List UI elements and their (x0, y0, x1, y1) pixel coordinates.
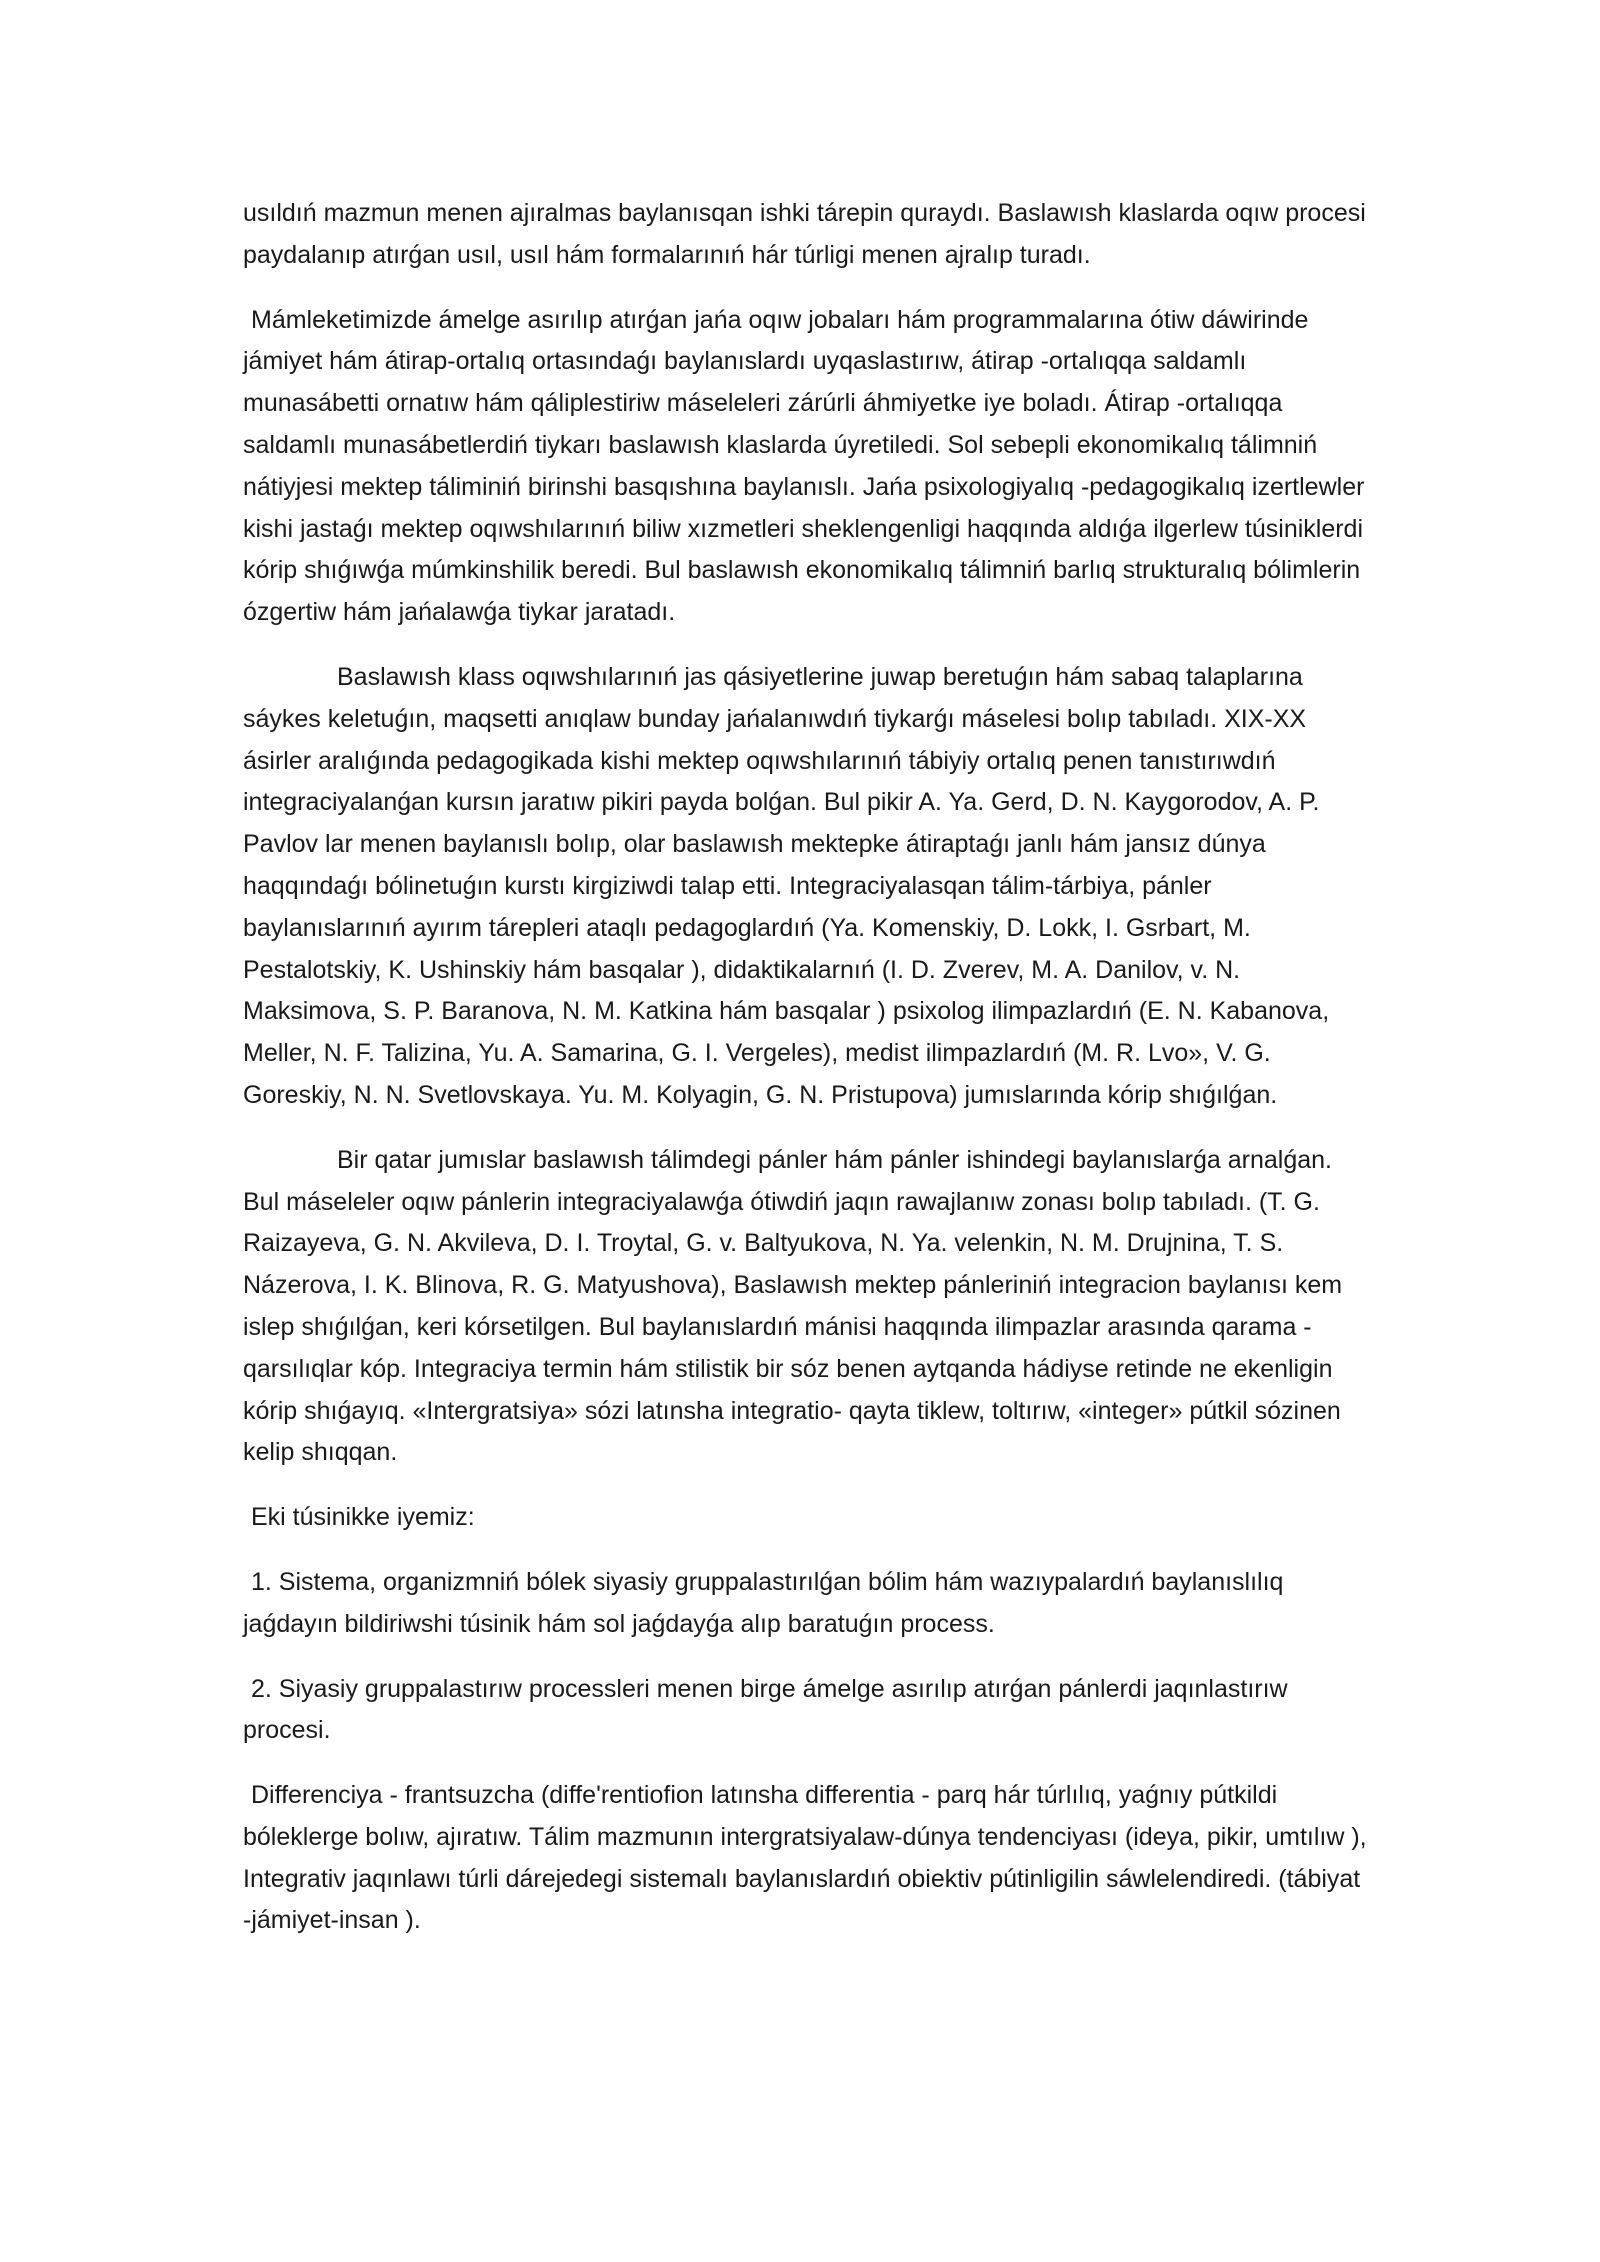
paragraph-4: Bir qatar jumıslar baslawısh tálimdegi pánler hám pánler ishindegi baylanıslarǵa arnalǵan. Bul máseleler oqıw pánlerin integraciyalawǵa ótiwdiń jaqın rawajlanıw zonası bolıp tabıladı. (T. G. Raizayeva, G. N. Akvileva, D. I. Troytal, G. v. Baltyukova, N. Ya. velenkin, N. M. Drujnina, T. S. Názerova, I. K. Blinova, R. G. Matyushova), Baslawısh mektep pánleriniń integracion baylanısı kem islep shıǵılǵan, keri kórsetilgen. Bul baylanıslardıń mánisi haqqında ilimpazlar arasında qarama -qarsılıqlar kóp. Integraciya termin hám stilistik bir sóz benen aytqanda hádiyse retinde ne ekenligin kórip shıǵayıq. «Intergratsiya» sózi latınsha integratio- qayta tiklew, toltırıw, «integer» pútkil sózinen kelip shıqqan. (243, 1145, 1343, 1467)
paragraph-3: Baslawısh klass oqıwshılarınıń jas qásiyetlerine juwap beretuǵın hám sabaq talaplarına sáykes keletuǵın, maqsetti anıqlaw bunday jańalanıwdıń tiykarǵı máselesi bolıp tabıladı. XIX-XX ásirler aralıǵında pedagogikada kishi mektep oqıwshılarınıń tábiyiy ortalıq penen tanıstırıwdıń integraciyalanǵan kursın jaratıw pikiri payda bolǵan. Bul pikir A. Ya. Gerd, D. N. Kaygorodov, A. P. Pavlov lar menen baylanıslı bolıp, olar baslawısh mektepke átiraptaǵı janlı hám jansız dúnya haqqındaǵı bólinetuǵın kurstı kirgiziwdi talap etti. Integraciyalasqan tálim-tárbiya, pánler baylanıslarınıń ayırım tárepleri ataqlı pedagoglardıń (Ya. Komenskiy, D. Lokk, I. Gsrbart, M. Pestalotskiy, K. Ushinskiy hám basqalar ), didaktikalarnıń (I. D. Zverev, M. A. Danilov, v. N. Maksimova, S. P. Baranova, N. M. Katkina hám basqalar ) psixolog ilimpazlardıń (E. N. Kabanova, Meller, N. F. Talizina, Yu. A. Samarina, G. I. Vergeles), medist ilimpazlardıń (M. R. Lvo», V. G. Goreskiy, N. N. Svetlovskaya. Yu. M. Kolyagin, G. N. Pristupova) jumıslarında kórip shıǵılǵan. (243, 662, 1330, 1109)
paragraph-7: 2. Siyasiy gruppalastırıw processleri menen birge ámelge asırılıp atırǵan pánlerdi jaqınlastırıw procesi. (243, 1674, 1288, 1745)
paragraph-5: Eki túsinikke iyemiz: (251, 1503, 475, 1532)
paragraph-8: Differenciya - frantsuzcha (diffe'rentiofion latınsha differentia - parq hár túrlılıq, yaǵnıy pútkildi bóleklerge bolıw, ajıratıw. Tálim mazmunın intergratsiyalaw-dúnya tendenciyası (ideya, pikir, umtılıw ), Integrativ jaqınlawı túrli dárejedegi sistemalı baylanıslardıń obiektiv pútinligilin sáwlelendiredi. (tábiyat -jámiyet-insan ). (243, 1781, 1367, 1935)
paragraph-6: 1. Sistema, organizmniń bólek siyasiy gruppalastırılǵan bólim hám wazıypalardıń baylanıslılıq jaǵdayın bildiriwshi túsinik hám sol jaǵdayǵa alıp baratuǵın process. (243, 1567, 1284, 1638)
paragraph-1: usıldıń mazmun menen ajıralmas baylanısqan ishki tárepin quraydı. Baslawısh klaslarda oqıw procesi paydalanıp atırǵan usıl, usıl hám formalarınıń hár túrligi menen ajralıp turadı. (243, 199, 1366, 269)
document-body (243, 193, 1373, 1965)
paragraph-2: Mámleketimizde ámelge asırılıp atırǵan jańa oqıw jobaları hám programmalarına ótiw dáwirinde jámiyet hám átirap-ortalıq ortasındaǵı baylanıslardı uyqaslastırıw, átirap -ortalıqqa saldamlı munasábetti ornatıw hám qáliplestiriw máseleleri zárúrli áhmiyetke iye boladı. Átirap -ortalıqqa saldamlı munasábetlerdiń tiykarı baslawısh klaslarda úyretiledi. Sol sebepli ekonomikalıq tálimniń nátiyjesi mektep táliminiń birinshi basqıshına baylanıslı. Jańa psixologiyalıq -pedagogikalıq izertlewler kishi jastaǵı mektep oqıwshılarınıń biliw xızmetleri sheklengenligi haqqında aldıǵa ilgerlew túsiniklerdi kórip shıǵıwǵa múmkinshilik beredi. Bul baslawısh ekonomikalıq tálimniń barlıq strukturalıq bólimlerin ózgertiw hám jańalawǵa tiykar jaratadı. (243, 305, 1365, 627)
